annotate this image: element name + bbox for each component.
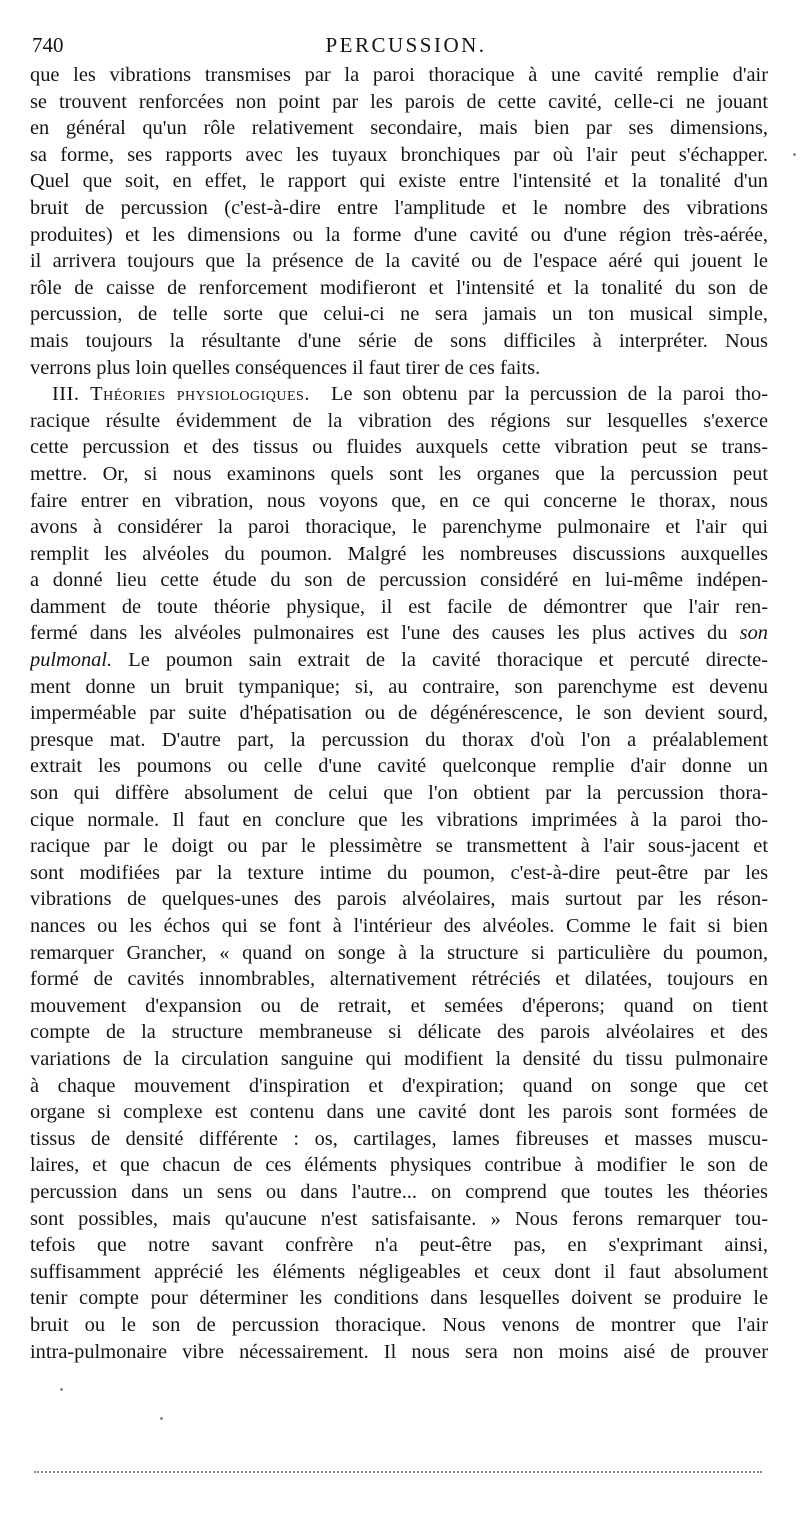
text-line: vibrations de quelques-unes des parois alvéolaires, mais surtout par les réson- [30, 888, 768, 911]
text-line: Quel que soit, en effet, le rapport qui existe entre l'intensité et la tonalité d'un [30, 170, 768, 193]
text-line: damment de toute théorie physique, il est facile de démontrer que l'air ren- [30, 595, 768, 618]
text-line [30, 620, 768, 647]
text-line: ment donne un bruit tympanique; si, au contraire, son parenchyme est devenu [30, 675, 768, 698]
text-line: il arrivera toujours que la présence de la cavité ou de l'espace aéré qui jouent le [30, 250, 768, 273]
print-speck [793, 153, 796, 156]
text-run: fermé dans les alvéoles pulmonaires est l'une des causes les plus actives du [30, 622, 728, 645]
text-run: Le son obtenu par la percussion de la paroi tho- [331, 383, 768, 406]
text-line: rôle de caisse de renforcement modifieront et l'intensité et la tonalité du son de [30, 276, 768, 299]
text-line: en général qu'un rôle relativement secondaire, mais bien par ses dimensions, [30, 117, 768, 140]
italic-term: pulmonal. [30, 649, 113, 672]
text-line: variations de la circulation sanguine qui modifient la densité du tissu pulmonaire [30, 1047, 768, 1070]
print-speck [60, 1388, 63, 1391]
text-line: tenir compte pour déterminer les conditions dans lesquelles doivent se produire le [30, 1287, 768, 1310]
body-text [30, 62, 768, 1365]
text-line: que les vibrations transmises par la paroi thoracique à une cavité remplie d'air [30, 64, 768, 86]
text-line: sont modifiées par la texture intime du poumon, c'est-à-dire peut-être par les [30, 861, 768, 884]
text-line: avons à considérer la paroi thoracique, le parenchyme pulmonaire et l'air qui [30, 516, 768, 539]
page-number: 740 [32, 33, 64, 57]
text-line: suffisamment apprécié les éléments négligeables et ceux dont il faut absolument [30, 1260, 768, 1283]
text-run: Le poumon sain extrait de la cavité thoracique et percuté directe- [128, 649, 768, 672]
text-line: bruit de percussion (c'est-à-dire entre l'amplitude et le nombre des vibrations [30, 196, 768, 219]
text-line: remplit les alvéoles du poumon. Malgré les nombreuses discussions auxquelles [30, 542, 768, 565]
text-line: se trouvent renforcées non point par les parois de cette cavité, celle-ci ne jouant [30, 90, 768, 113]
section-heading: III. Théories physiologiques. [52, 383, 310, 406]
section-heading-line [30, 381, 768, 408]
text-line: racique par le doigt ou par le plessimètre se transmettent à l'air sous-jacent et [30, 835, 768, 858]
text-line: intra-pulmonaire vibre nécessairement. Il nous sera non moins aisé de prouver [30, 1340, 768, 1363]
text-line: son qui diffère absolument de celui que l'on obtient par la percussion thora- [30, 782, 768, 805]
page-header [30, 30, 768, 60]
text-line [30, 647, 768, 674]
text-line: racique résulte évidemment de la vibration des régions sur lesquelles s'exerce [30, 409, 768, 432]
text-line: compte de la structure membraneuse si délicate des parois alvéolaires et des [30, 1021, 768, 1044]
text-line: percussion, de telle sorte que celui-ci ne sera jamais un ton musical simple, [30, 303, 768, 326]
text-line: remarquer Grancher, « quand on songe à la structure si particulière du poumon, [30, 941, 768, 964]
text-line: cique normale. Il faut en conclure que les vibrations imprimées à la paroi tho- [30, 808, 768, 831]
text-line: imperméable par suite d'hépatisation ou de dégénérescence, le son devient sourd, [30, 702, 768, 725]
text-line: presque mat. D'autre part, la percussion du thorax d'où l'on a préalablement [30, 728, 768, 751]
print-speck [160, 1417, 163, 1420]
text-line: nances ou les échos qui se font à l'intérieur des alvéoles. Comme le fait si bien [30, 915, 768, 937]
text-line: a donné lieu cette étude du son de percussion considéré en lui-même indépen- [30, 569, 768, 592]
text-line: sont possibles, mais qu'aucune n'est satisfaisante. » Nous ferons remarquer tou- [30, 1207, 768, 1230]
text-line: mettre. Or, si nous examinons quels sont les organes que la percussion peut [30, 462, 768, 485]
italic-term: son [739, 622, 768, 645]
text-line: mais toujours la résultante d'une série de sons difficiles à interpréter. Nous [30, 329, 768, 352]
text-line: mouvement d'expansion ou de retrait, et semées d'éperons; quand on tient [30, 994, 768, 1017]
text-line: organe si complexe est contenu dans une cavité dont les parois sont formées de [30, 1101, 768, 1124]
text-line: tissus de densité différente : os, cartilages, lames fibreuses et masses muscu- [30, 1127, 768, 1150]
text-line: laires, et que chacun de ces éléments physiques contribue à modifier le son de [30, 1154, 768, 1177]
text-line: bruit ou le son de percussion thoracique. Nous venons de montrer que l'air [30, 1313, 768, 1336]
text-line: formé de cavités innombrables, alternativement rétréciés et dilatées, toujours en [30, 968, 768, 991]
text-line: sa forme, ses rapports avec les tuyaux bronchiques par où l'air peut s'échapper. [30, 143, 768, 166]
text-line: percussion dans un sens ou dans l'autre... on comprend que toutes les théories [30, 1180, 768, 1203]
footer-dotted-rule [34, 1471, 762, 1473]
text-line: cette percussion et des tissus ou fluides auxquels cette vibration peut se trans- [30, 436, 768, 459]
text-line: produites) et les dimensions ou la forme d'une cavité ou d'une région très-aérée, [30, 223, 768, 246]
book-page [30, 30, 768, 1365]
text-line: faire entrer en vibration, nous voyons que, en ce qui concerne le thorax, nous [30, 489, 768, 512]
running-title: PERCUSSION. [325, 33, 487, 57]
text-line: à chaque mouvement d'inspiration et d'expiration; quand on songe que cet [30, 1074, 768, 1097]
text-line: extrait les poumons ou celle d'une cavité quelconque remplie d'air donne un [30, 755, 768, 778]
text-line: tefois que notre savant confrère n'a peut-être pas, en s'exprimant ainsi, [30, 1234, 768, 1257]
text-line: verrons plus loin quelles conséquences il faut tirer de ces faits. [30, 356, 541, 379]
